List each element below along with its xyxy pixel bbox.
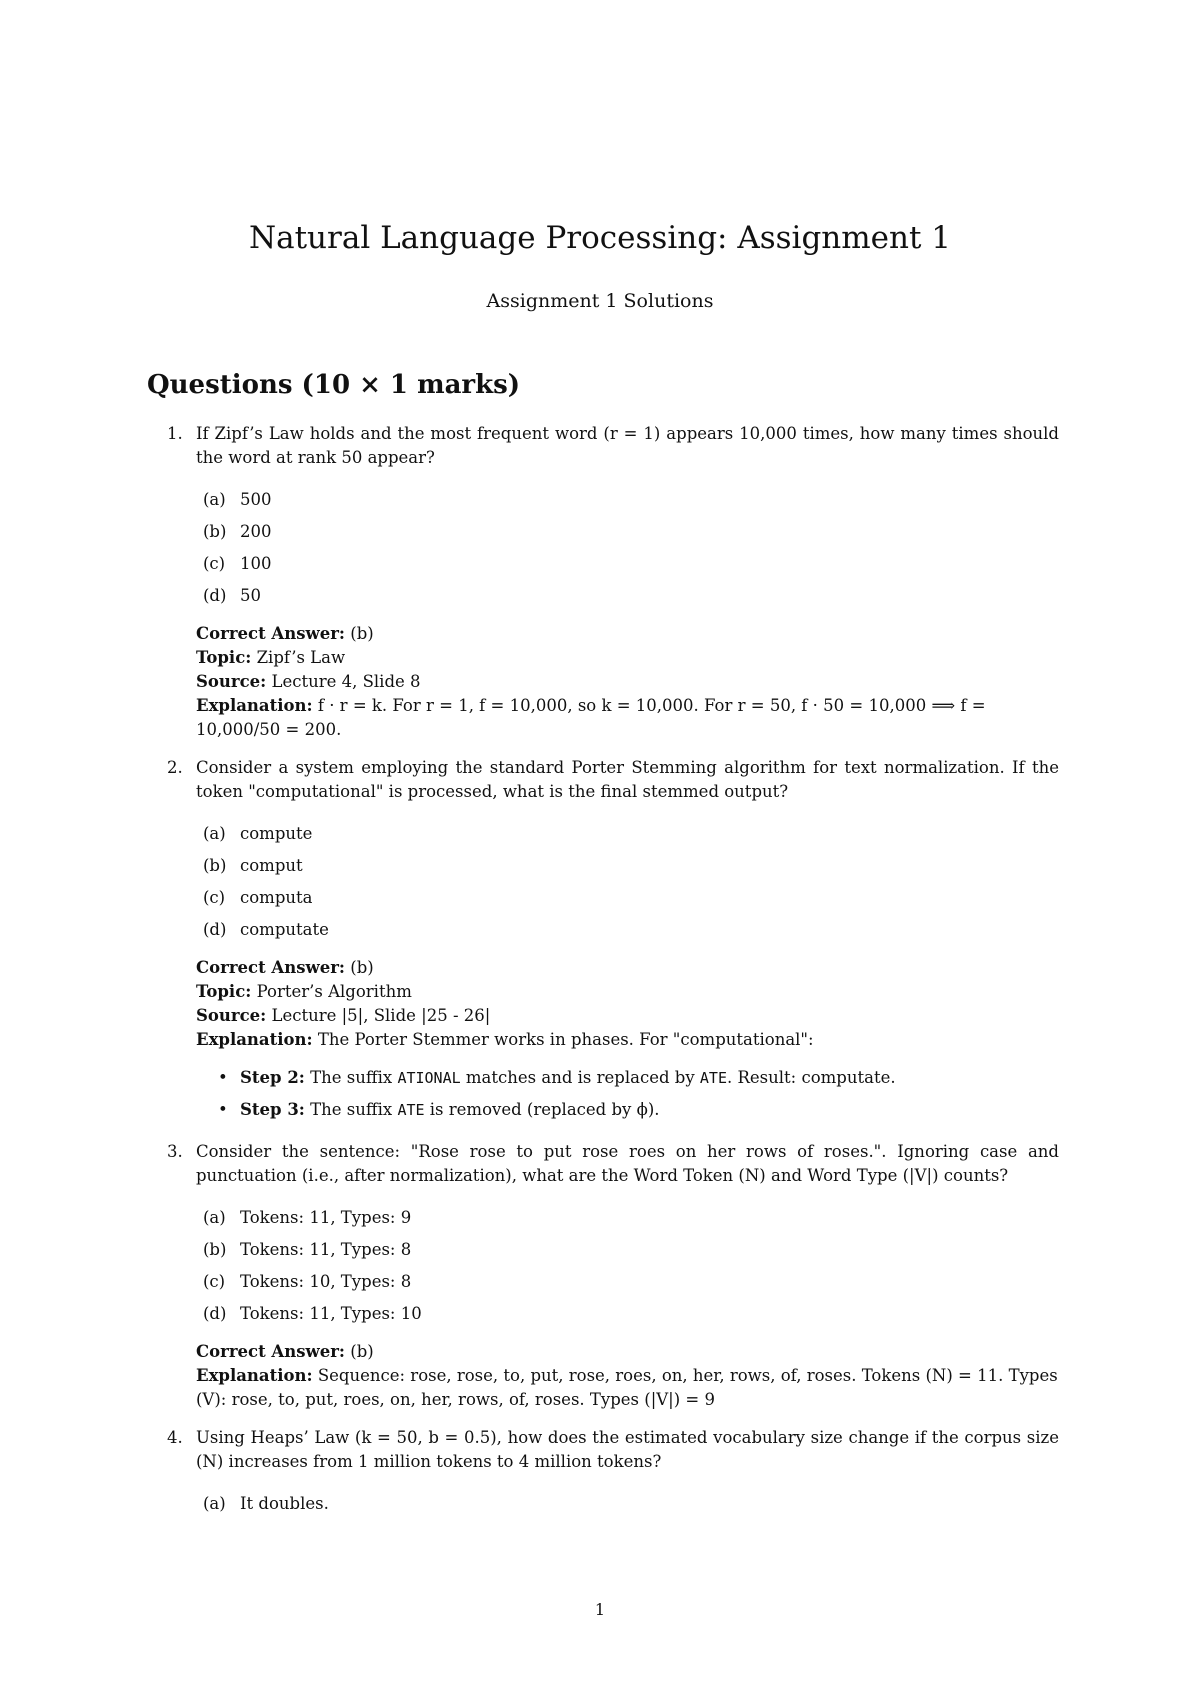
step-list	[196, 1062, 1059, 1126]
option-b: (b) Tokens: 11, Types: 8	[203, 1240, 412, 1259]
question-3	[147, 1140, 1059, 1412]
option-a: (a) 500	[203, 490, 272, 509]
option-list	[196, 1202, 1059, 1330]
source: Source: Lecture |5|, Slide |25 - 26|	[196, 1006, 491, 1025]
option-c: (c) Tokens: 10, Types: 8	[203, 1272, 412, 1291]
option-d: (d) 50	[203, 586, 261, 605]
explanation: Explanation: Sequence: rose, rose, to, put, rose, roes, on, her, rows, of, roses. Tokens (N) = 11. Types (V): rose, to, put, roes, on, her, rows, of, roses. Types (|V|) = 9	[196, 1366, 1058, 1409]
question-number: 4.	[167, 1428, 183, 1447]
explanation: Explanation: f · r = k. For r = 1, f = 10,000, so k = 10,000. For r = 50, f · 50 = 10,000 ⟹ f = 10,000/50 = 200.	[196, 696, 986, 739]
question-number: 1.	[167, 424, 183, 443]
option-c: (c) 100	[203, 554, 272, 573]
question-1	[147, 422, 1059, 742]
answer-block	[196, 1340, 1059, 1412]
topic: Topic: Zipf’s Law	[196, 648, 346, 667]
question-text: Using Heaps’ Law (k = 50, b = 0.5), how does the estimated vocabulary size change if the corpus size (N) increases from 1 million tokens to 4 million tokens?	[196, 1428, 1059, 1471]
question-number: 3.	[167, 1142, 183, 1161]
question-list	[147, 422, 1059, 1520]
option-c: (c) computa	[203, 888, 313, 907]
explanation: Explanation: The Porter Stemmer works in phases. For "computational":	[196, 1030, 814, 1049]
question-number: 2.	[167, 758, 183, 777]
document-subtitle: Assignment 1 Solutions	[486, 290, 714, 312]
document-title: Natural Language Processing: Assignment 1	[248, 220, 952, 256]
option-b: (b) 200	[203, 522, 272, 541]
option-a: (a) Tokens: 11, Types: 9	[203, 1208, 412, 1227]
topic: Topic: Porter’s Algorithm	[196, 982, 412, 1001]
correct-answer: Correct Answer: (b)	[196, 1342, 374, 1361]
page-number: 1	[594, 1600, 606, 1619]
section-heading: Questions (10 × 1 marks)	[147, 370, 521, 400]
question-text: Consider the sentence: "Rose rose to put rose roes on her rows of roses.". Ignoring case and punctuation (i.e., after normalization), what are the Word Token (N) and Word Type (|V|) counts?	[196, 1142, 1059, 1185]
option-b: (b) comput	[203, 856, 303, 875]
option-list	[196, 1488, 1059, 1520]
question-4	[147, 1426, 1059, 1520]
answer-block	[196, 956, 1059, 1126]
correct-answer: Correct Answer: (b)	[196, 958, 374, 977]
option-list	[196, 818, 1059, 946]
option-a: (a) It doubles.	[203, 1494, 329, 1513]
option-list	[196, 484, 1059, 612]
answer-block	[196, 622, 1059, 742]
correct-answer: Correct Answer: (b)	[196, 624, 374, 643]
step-item: • Step 2: The suffix ATIONAL matches and is replaced by ATE. Result: computate.	[218, 1062, 1059, 1094]
bullet-icon: •	[218, 1068, 228, 1087]
question-text: Consider a system employing the standard Porter Stemming algorithm for text normalization. If the token "computational" is processed, what is the final stemmed output?	[196, 758, 1059, 801]
option-d: (d) Tokens: 11, Types: 10	[203, 1304, 422, 1323]
source: Source: Lecture 4, Slide 8	[196, 672, 421, 691]
question-text: If Zipf’s Law holds and the most frequent word (r = 1) appears 10,000 times, how many times should the word at rank 50 appear?	[196, 424, 1059, 467]
option-a: (a) compute	[203, 824, 313, 843]
bullet-icon: •	[218, 1100, 228, 1119]
option-d: (d) computate	[203, 920, 329, 939]
step-item: • Step 3: The suffix ATE is removed (replaced by ϕ).	[218, 1094, 1059, 1126]
question-2	[147, 756, 1059, 1126]
